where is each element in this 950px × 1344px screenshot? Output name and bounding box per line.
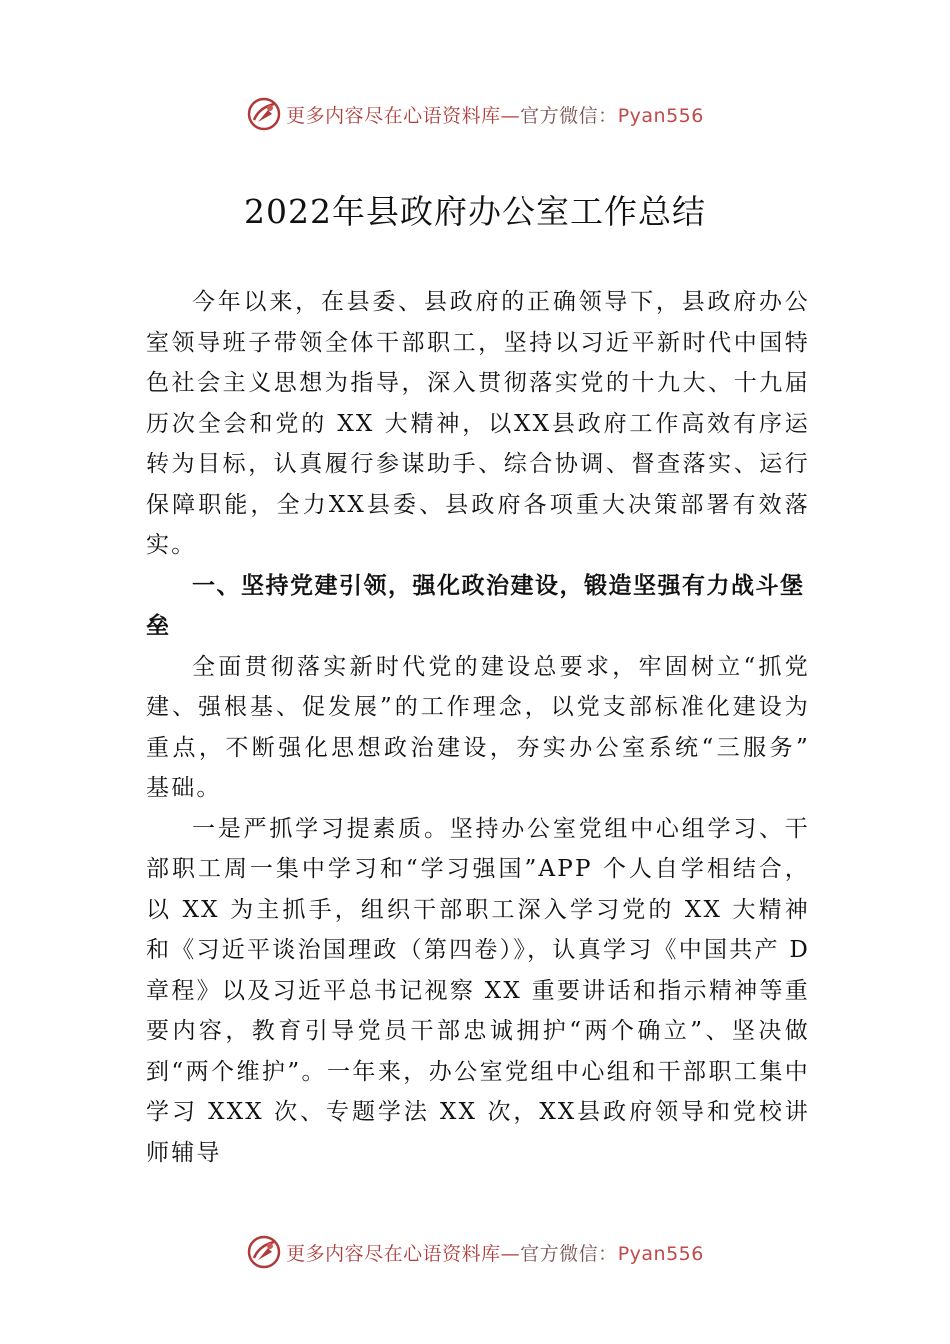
- banner-wechat-label: 官方微信：: [520, 104, 618, 127]
- brand-logo-icon: [246, 1234, 282, 1270]
- section-paragraph: 全面贯彻落实新时代党的建设总要求，牢固树立“抓党建、强根基、促发展”的工作理念，以党支部标准化建设为重点，不断强化思想政治建设，夯实办公室系统“三服务” 基础。: [146, 653, 810, 801]
- banner-dash: —: [500, 104, 521, 127]
- banner-dash: —: [500, 1242, 521, 1265]
- banner-main: 更多内容尽在心语资料库: [286, 1242, 501, 1265]
- footer-banner: [0, 1232, 950, 1272]
- page-title: 2022年县政府办公室工作总结: [244, 192, 706, 231]
- section-heading: 一、坚持党建引领，强化政治建设，锻造坚强有力战斗堡垒: [146, 572, 805, 639]
- banner-wechat-id: Pyan556: [617, 104, 704, 127]
- intro-paragraph: 今年以来，在县委、县政府的正确领导下，县政府办公室领导班子带领全体干部职工，坚持以习近平新时代中国特色社会主义思想为指导，深入贯彻落实党的十九大、十九届历次全会和党的 XX 大精神，以XX县政府工作高效有序运转为目标，认真履行参谋助手、综合协调、督查落实、运行保障职能，全力XX县委、县政府各项重大决策部署有效落实。: [146, 289, 810, 558]
- banner-wechat-id: Pyan556: [617, 1242, 704, 1265]
- brand-logo-icon: [246, 96, 282, 132]
- banner-wechat-label: 官方微信：: [520, 1242, 618, 1265]
- banner-text: [286, 1239, 704, 1266]
- document-body: [146, 282, 810, 1173]
- header-banner: [0, 94, 950, 134]
- banner-text: [286, 101, 704, 128]
- banner-main: 更多内容尽在心语资料库: [286, 104, 501, 127]
- study-paragraph: 一是严抓学习提素质。坚持办公室党组中心组学习、干部职工周一集中学习和“学习强国”APP 个人自学相结合，以 XX 为主抓手，组织干部职工深入学习党的 XX 大精神和《习近平谈治国理政（第四卷）》，认真学习《中国共产 D 章程》以及习近平总书记视察 XX 重要讲话和指示精神等重要内容，教育引导党员干部忠诚拥护“两个确立”、坚决做到“两个维护”。一年来，办公室党组中心组和干部职工集中学习 XXX 次、专题学法 XX 次，XX县政府领导和党校讲师辅导: [146, 815, 810, 1166]
